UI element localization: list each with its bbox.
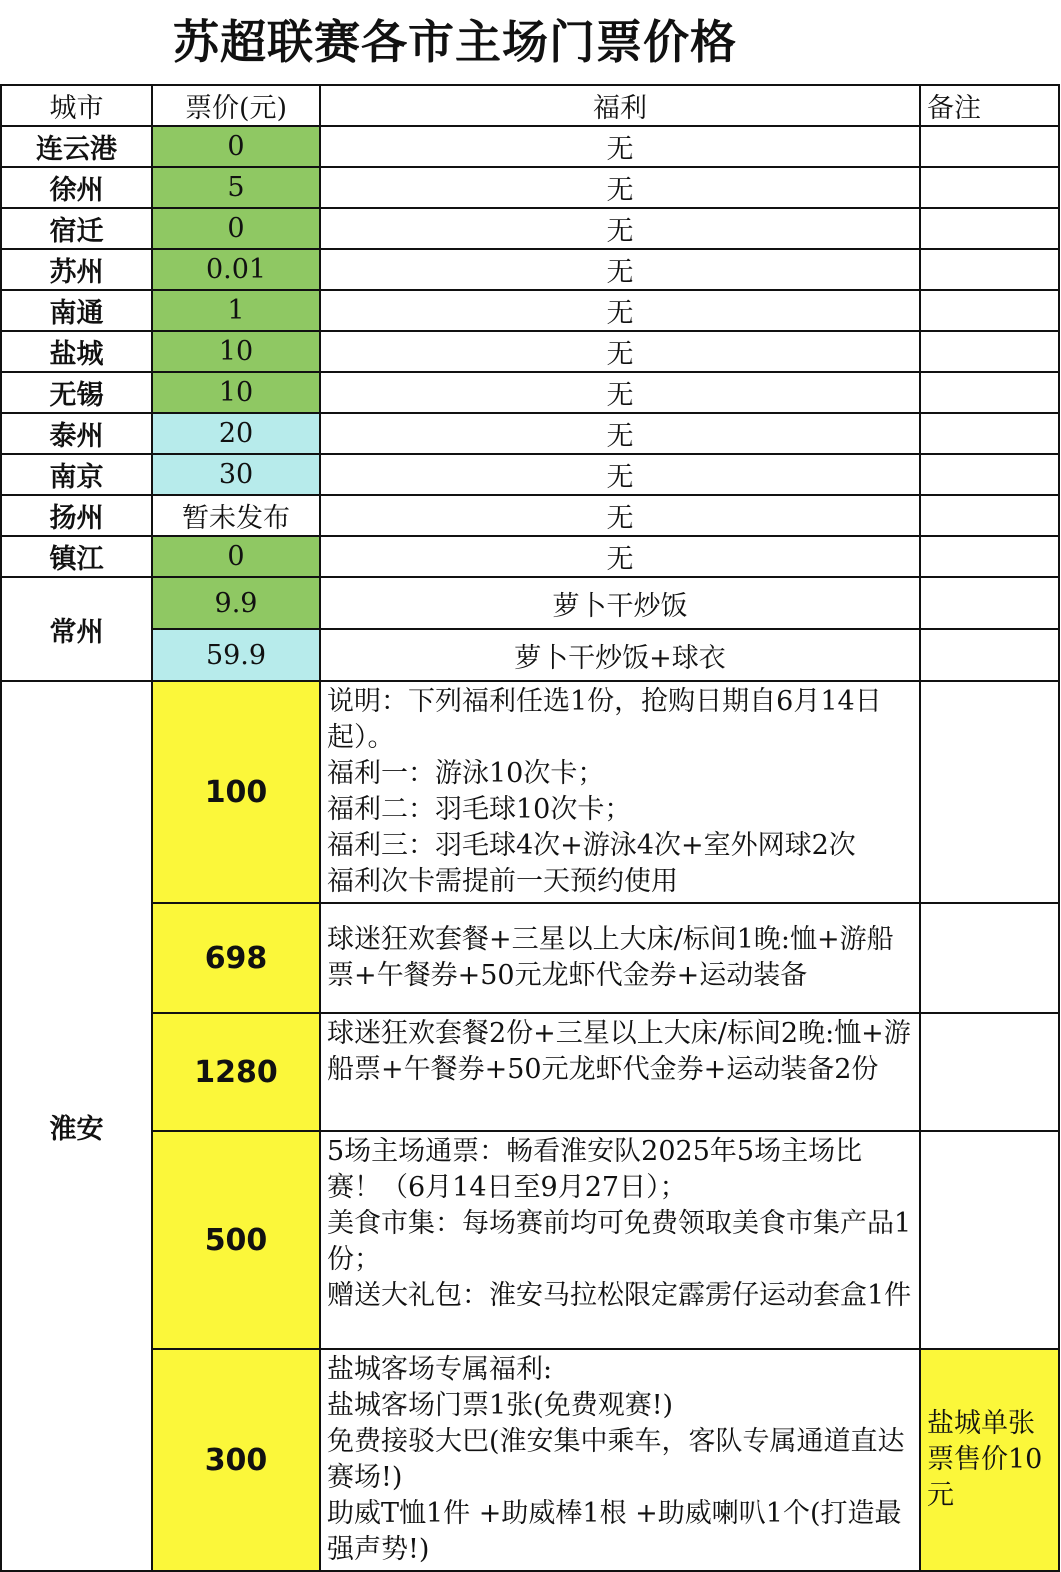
table-row	[1, 413, 1059, 454]
table-row	[1, 903, 1059, 1013]
note-cell	[920, 208, 1059, 249]
note-cell-yancheng: 盐城单张票售价10元	[920, 1349, 1059, 1571]
ticket-price-table	[0, 84, 1060, 1572]
note-cell	[920, 629, 1059, 681]
benefit-line: 说明：下列福利任选1份，抢购日期自6月14日起）。	[327, 686, 882, 753]
note-cell	[920, 495, 1059, 536]
benefit-cell: 无	[320, 249, 920, 290]
note-cell	[920, 167, 1059, 208]
benefit-line: 福利次卡需提前一天预约使用	[327, 866, 678, 897]
table-row	[1, 249, 1059, 290]
note-cell	[920, 1131, 1059, 1349]
benefit-line: 球迷狂欢套餐+三星以上大床/标间1晚:恤+游船票+午餐券+50元龙虾代金券+运动装备	[327, 924, 894, 991]
city-cell: 连云港	[1, 126, 152, 167]
price-cell: 10	[152, 372, 320, 413]
city-cell: 苏州	[1, 249, 152, 290]
note-cell	[920, 372, 1059, 413]
benefit-cell: 无	[320, 331, 920, 372]
header-row	[1, 85, 1059, 126]
price-cell: 暂未发布	[152, 495, 320, 536]
price-cell: 20	[152, 413, 320, 454]
header-benefit: 福利	[320, 85, 920, 126]
benefit-cell: 无	[320, 126, 920, 167]
price-cell: 30	[152, 454, 320, 495]
benefit-cell: 无	[320, 454, 920, 495]
benefit-line: 福利二：羽毛球10次卡；	[327, 794, 632, 825]
benefit-line: 免费接驳大巴(淮安集中乘车，客队专属通道直达赛场!)	[327, 1426, 905, 1493]
city-cell-changzhou: 常州	[1, 577, 152, 681]
benefit-cell: 无	[320, 208, 920, 249]
table-row	[1, 331, 1059, 372]
price-cell: 10	[152, 331, 320, 372]
benefit-line: 球迷狂欢套餐2份+三星以上大床/标间2晚:恤+游船票+午餐券+50元龙虾代金券+运动装备2份	[327, 1018, 911, 1085]
note-cell	[920, 454, 1059, 495]
price-cell: 1280	[152, 1013, 320, 1131]
benefit-line: 美食市集：每场赛前均可免费领取美食市集产品1份；	[327, 1208, 912, 1275]
benefit-line: 助威T恤1件 +助威棒1根 +助威喇叭1个(打造最强声势!)	[327, 1498, 902, 1565]
city-cell: 泰州	[1, 413, 152, 454]
benefit-cell: 无	[320, 495, 920, 536]
benefit-line: 5场主场通票：畅看淮安队2025年5场主场比赛！（6月14日至9月27日）；	[327, 1136, 863, 1203]
table-row	[1, 1349, 1059, 1571]
price-cell: 100	[152, 681, 320, 903]
note-cell	[920, 681, 1059, 903]
city-cell: 镇江	[1, 536, 152, 577]
table-row	[1, 372, 1059, 413]
benefit-cell: 无	[320, 536, 920, 577]
note-cell	[920, 577, 1059, 629]
table-row	[1, 126, 1059, 167]
table-row	[1, 208, 1059, 249]
table-row	[1, 1013, 1059, 1131]
city-cell-huaian: 淮安	[1, 681, 152, 1571]
table-row	[1, 495, 1059, 536]
benefit-cell	[320, 1349, 920, 1571]
table-row	[1, 629, 1059, 681]
benefit-line: 福利一：游泳10次卡；	[327, 758, 605, 789]
table-row	[1, 681, 1059, 903]
city-cell: 盐城	[1, 331, 152, 372]
header-note: 备注	[920, 85, 1059, 126]
price-cell: 0	[152, 208, 320, 249]
price-cell: 500	[152, 1131, 320, 1349]
header-city: 城市	[1, 85, 152, 126]
note-cell	[920, 413, 1059, 454]
benefit-line: 盐城客场专属福利:	[327, 1354, 553, 1385]
header-price: 票价(元)	[152, 85, 320, 126]
note-cell	[920, 290, 1059, 331]
city-cell: 南通	[1, 290, 152, 331]
price-cell: 698	[152, 903, 320, 1013]
benefit-line: 赠送大礼包：淮安马拉松限定霹雳仔运动套盒1件	[327, 1280, 912, 1311]
price-cell: 9.9	[152, 577, 320, 629]
city-cell: 徐州	[1, 167, 152, 208]
price-cell: 0	[152, 536, 320, 577]
benefit-cell	[320, 903, 920, 1013]
benefit-line: 盐城客场门票1张(免费观赛!)	[327, 1390, 674, 1421]
note-cell	[920, 903, 1059, 1013]
price-cell: 5	[152, 167, 320, 208]
note-cell	[920, 249, 1059, 290]
benefit-line: 福利三：羽毛球4次+游泳4次+室外网球2次	[327, 830, 856, 861]
benefit-cell: 萝卜干炒饭+球衣	[320, 629, 920, 681]
benefit-cell: 无	[320, 372, 920, 413]
table-row	[1, 577, 1059, 629]
benefit-cell	[320, 681, 920, 903]
price-cell: 1	[152, 290, 320, 331]
benefit-cell: 无	[320, 290, 920, 331]
price-cell: 0.01	[152, 249, 320, 290]
city-cell: 南京	[1, 454, 152, 495]
table-row	[1, 454, 1059, 495]
benefit-cell: 无	[320, 167, 920, 208]
table-row	[1, 1131, 1059, 1349]
note-cell	[920, 536, 1059, 577]
table-row	[1, 167, 1059, 208]
benefit-cell	[320, 1131, 920, 1349]
table-row	[1, 290, 1059, 331]
city-cell: 宿迁	[1, 208, 152, 249]
note-cell	[920, 331, 1059, 372]
table-row	[1, 536, 1059, 577]
benefit-cell: 无	[320, 413, 920, 454]
price-cell: 59.9	[152, 629, 320, 681]
city-cell: 无锡	[1, 372, 152, 413]
benefit-cell	[320, 1013, 920, 1131]
city-cell: 扬州	[1, 495, 152, 536]
page-title: 苏超联赛各市主场门票价格	[173, 15, 737, 69]
note-cell	[920, 126, 1059, 167]
benefit-cell: 萝卜干炒饭	[320, 577, 920, 629]
note-cell	[920, 1013, 1059, 1131]
price-cell: 300	[152, 1349, 320, 1571]
price-cell: 0	[152, 126, 320, 167]
